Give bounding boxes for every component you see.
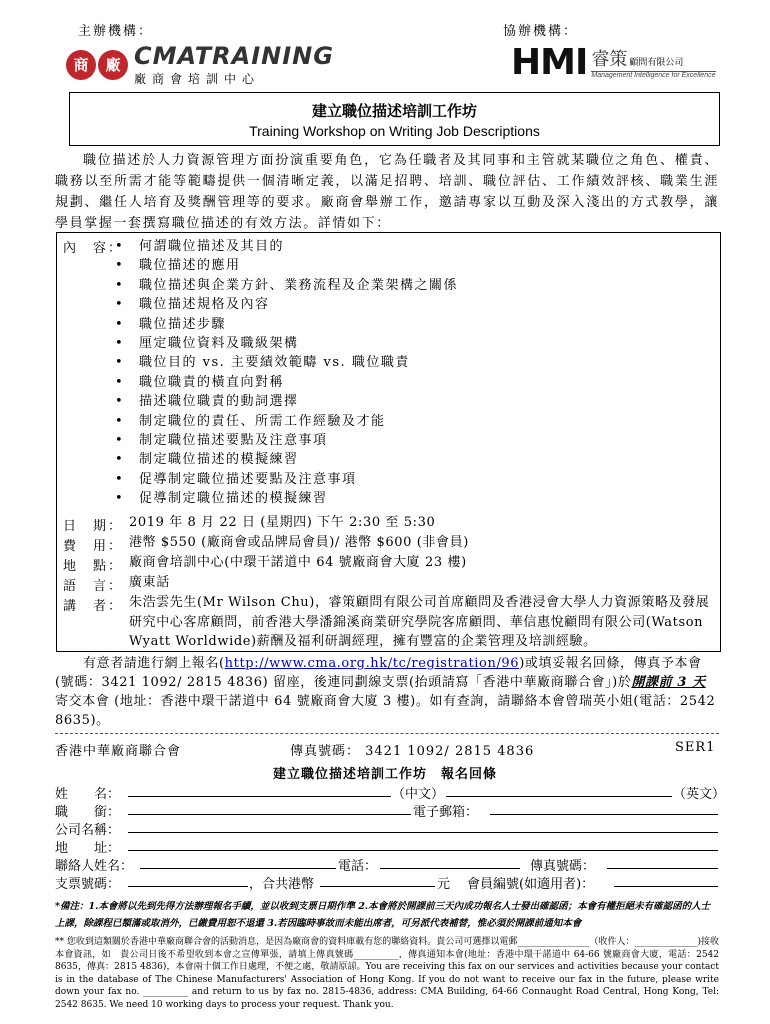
cma-logo-sub: 廠商會培訓中心 (134, 72, 261, 86)
cma-training-logo (66, 42, 334, 87)
details-box (56, 232, 721, 652)
date-value: 2019 年 8 月 22 日 (星期四) 下午 2:30 至 5:30 (129, 515, 436, 530)
organizer-label: 主辦機構： (78, 24, 154, 39)
page-title: 建立職位描述培訓工作坊 (311, 102, 477, 120)
content-item: • 職位目的 vs. 主要績效範疇 vs. 職位職責 (115, 353, 458, 372)
form-fax: 傳真號碼： 3421 1092/ 2815 4836 (290, 744, 535, 759)
english-label: （英文） (673, 787, 726, 802)
address-field[interactable] (128, 836, 718, 851)
content-item: • 職位職責的橫直向對稱 (115, 373, 458, 392)
company-label: 公司名稱： (55, 823, 121, 838)
contact-label: 聯絡人姓名： (55, 859, 134, 874)
content-label: 內 容： (63, 241, 124, 256)
dollar-label: 元 (437, 877, 451, 892)
content-item: • 促導制定職位描述的模擬練習 (115, 489, 458, 508)
date-label: 日 期： (63, 519, 124, 534)
email-field[interactable] (490, 800, 718, 815)
hmi-logo-cn: 睿策 (591, 49, 628, 70)
hmi-logo-text: HMI (511, 42, 588, 83)
position-field[interactable] (128, 800, 411, 815)
name-cn-field[interactable] (128, 782, 391, 797)
member-label: 會員編號(如適用者)： (467, 877, 595, 892)
hmi-logo-sub: Management Intelligence for Excellence (591, 72, 716, 79)
phone-label: 電話： (338, 859, 378, 874)
language-label: 語 言： (63, 579, 124, 594)
form-code: SER1 (675, 740, 716, 755)
venue-label: 地 點： (63, 559, 124, 574)
speaker-label: 講 者： (63, 599, 124, 614)
faxno-field[interactable] (607, 854, 718, 869)
cheque-field[interactable] (128, 872, 248, 887)
content-item: • 描述職位職責的動詞選擇 (115, 392, 458, 411)
name-label: 姓 名： (55, 787, 121, 802)
form-title: 建立職位描述培訓工作坊 報名回條 (272, 767, 497, 782)
language-value: 廣東話 (129, 575, 170, 590)
registration-deadline: 開課前 3 天 (631, 675, 706, 690)
registration-link[interactable]: http://www.cma.org.hk/tc/registration/96 (224, 656, 520, 671)
company-field[interactable] (128, 818, 718, 833)
page-subtitle: Training Workshop on Writing Job Descriptions (249, 123, 540, 139)
cheque-label: 支票號碼： (55, 877, 121, 892)
registration-text-mid: )或填妥報名回條，傳真予本會(號碼：3421 1092/ 2815 4836) 留座，後連同劃線支票(抬頭請寫「香港中華廠商聯合會」)於 (55, 656, 702, 690)
hmi-logo (511, 42, 716, 83)
content-list (115, 237, 458, 508)
content-item: • 職位描述步驟 (115, 315, 458, 334)
name-en-field[interactable] (446, 782, 672, 797)
fee-label: 費 用： (63, 539, 124, 554)
note-remarks: *備注：1.本會將以先到先得方法辦理報名手續，並以收到支票日期作準 2.本會將於開課前三天內成功報名人士發出確認函；本會有權拒絕未有確認函的人士上課，除課程已額滿或取消外，已繳費用恕不退還 3.若因臨時事故而未能出席者，可另派代表補替，惟必須於開課前通知本會 (55, 901, 711, 929)
email-label: 電子郵箱： (413, 805, 479, 820)
registration-text-before: 有意者請進行網上報名( (83, 656, 225, 671)
content-item: • 職位描述的應用 (115, 256, 458, 275)
cma-logo-text: CMATRAINING (134, 42, 334, 70)
chinese-label: （中文） (392, 787, 445, 802)
registration-paragraph (55, 654, 719, 730)
faxno-label: 傳真號碼： (530, 859, 596, 874)
cut-line (55, 733, 719, 734)
title-box (69, 92, 720, 146)
content-item: • 制定職位描述的模擬練習 (115, 450, 458, 469)
content-item: • 何謂職位描述及其目的 (115, 237, 458, 256)
content-item: • 制定職位的責任、所需工作經驗及才能 (115, 412, 458, 431)
amount-field[interactable] (320, 872, 435, 887)
note-privacy: ** 您收到這類關於香港中華廠商聯合會的活動消息，是因為廠商會的資料庫載有您的聯絡資料。貴公司可選擇以電郵________________（收件人：______________)接收本會資訊，如 貴公司日後不希望收到本會之宣傳單張，請填上傳真號碼__________，傳真通知本會(地址：香港中環干諾道中 64-66 號廠商會大廈，電話：2542 8635，傳真：2815 4836)，本會兩十個工作日處理，不便之處，敬請原諒。You are receiving this fax on our services and activities because your contact is in the database of The Chinese Manufacturers' Association of Hong Kong. If you do not want to receive our fax in the future, please write down your fax no. __________ and return to us by fax no. 2815-4836, address: CMA Building, 64-66 Connaught Road Central, Hong Kong, Tel: 2542 8635. We need 10 working days to process your request. Thank you. (55, 937, 719, 1010)
cma-logo-mark: 商 (66, 50, 96, 80)
position-label: 職 銜： (55, 805, 121, 820)
phone-field[interactable] (380, 854, 520, 869)
venue-value: 廠商會培訓中心(中環干諾道中 64 號廠商會大廈 23 樓) (129, 555, 467, 570)
address-label: 地 址： (55, 841, 121, 856)
co-organizer-label: 協辦機構： (503, 24, 579, 39)
fee-value: 港幣 $550 (廠商會或品牌局會員)/ 港幣 $600 (非會員) (129, 535, 469, 550)
content-item: • 厘定職位資料及職級架構 (115, 334, 458, 353)
content-item: • 職位描述與企業方針、業務流程及企業架構之關係 (115, 276, 458, 295)
content-item: • 制定職位描述要點及注意事項 (115, 431, 458, 450)
member-field[interactable] (614, 872, 718, 887)
cma-logo-mark-2: 廠 (98, 50, 128, 80)
registration-text-after: 寄交本會 (地址：香港中環干諾道中 64 號廠商會大廈 3 樓)。如有查詢，請聯絡本會曾瑞英小姐(電話：2542 8635)。 (55, 694, 716, 728)
content-item: • 職位描述規格及內容 (115, 295, 458, 314)
intro-paragraph: 職位描述於人力資源管理方面扮演重要角色，它為任職者及其同事和主管就某職位之角色、權責、職務以至所需才能等範疇提供一個清晰定義，以滿足招聘、培訓、職位評估、工作績效評核、職業生涯規劃、繼任人培育及獎酬管理等的要求。廠商會舉辦工作，邀請專家以互動及深入淺出的方式教學，讓學員掌握一套撰寫職位描述的有效方法。詳情如下： (55, 153, 719, 231)
total-label: ，合共港幣 (249, 877, 315, 892)
content-item: • 促導制定職位描述要點及注意事項 (115, 470, 458, 489)
speaker-value: 朱浩雲先生(Mr Wilson Chu)，睿策顧問有限公司首席顧問及香港浸會大學人力資源策略及發展研究中心客席顧問，前香港大學潘錦溪商業研究學院客席顧問、華信惠悅顧問有限公司(Watson Wyatt Worldwide)薪酬及福利研調經理，擁有豐富的企業管理及培訓經驗。 (129, 595, 710, 649)
hmi-logo-cn-small: 顧問有限公司 (629, 58, 684, 68)
contact-field[interactable] (140, 854, 336, 869)
form-org: 香港中華廠商聯合會 (55, 744, 182, 759)
